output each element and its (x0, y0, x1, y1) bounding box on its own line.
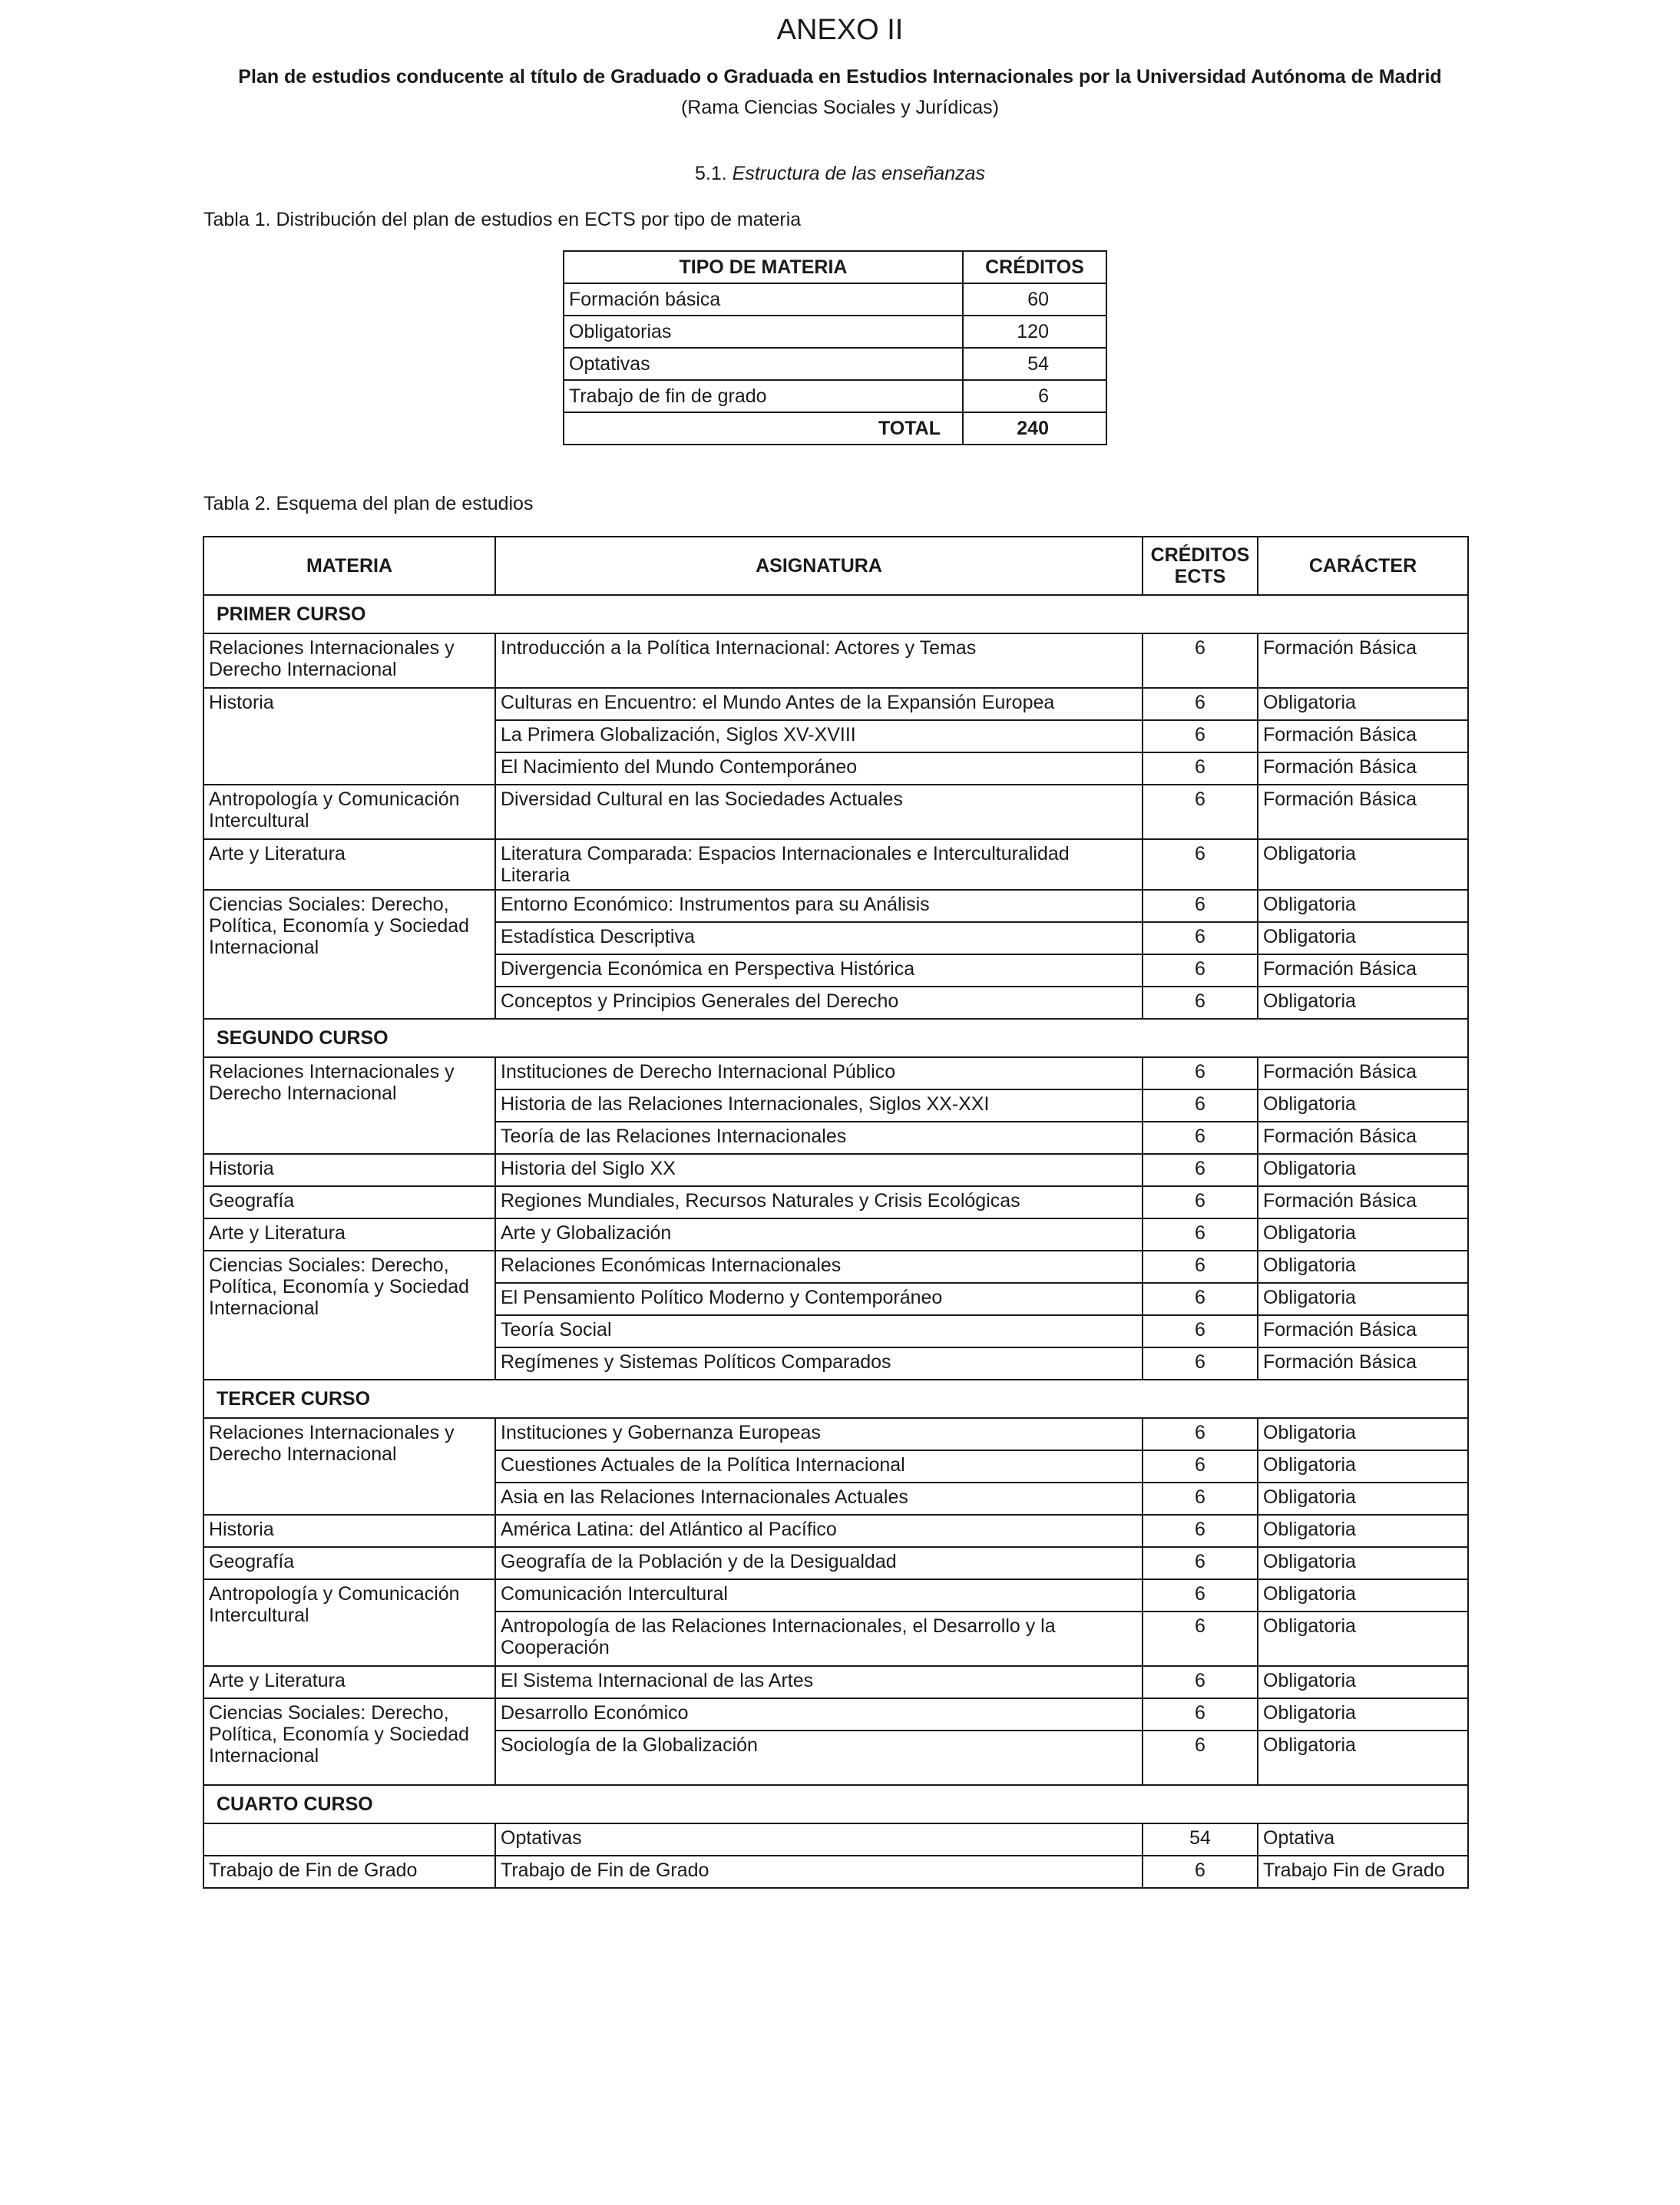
materia-cell: Historia (203, 1154, 495, 1186)
table-row (203, 785, 1468, 839)
creditos-cell: 6 (1143, 1186, 1258, 1218)
materia-cell: Ciencias Sociales: Derecho, Política, Economía y Sociedad Internacional (203, 890, 495, 1019)
asignatura-cell: Optativas (495, 1823, 1143, 1856)
caracter-cell: Obligatoria (1258, 1218, 1468, 1251)
creditos-cell: 6 (1143, 839, 1258, 890)
creditos-cell: 6 (1143, 1347, 1258, 1380)
creditos-cell: 6 (1143, 1057, 1258, 1089)
course-header-row (203, 595, 1468, 633)
document-title: ANEXO II (776, 14, 904, 46)
caracter-cell: Obligatoria (1258, 1579, 1468, 1612)
table-row (203, 1418, 1468, 1450)
asignatura-cell: América Latina: del Atlántico al Pacífico (495, 1515, 1143, 1547)
creditos-cell: 6 (1143, 954, 1258, 987)
section-number: 5.1. (694, 163, 727, 184)
table-row (203, 1823, 1468, 1856)
asignatura-cell: El Sistema Internacional de las Artes (495, 1666, 1143, 1698)
materia-cell: Historia (203, 688, 495, 785)
plan-heading: Plan de estudios conducente al título de Graduado o Graduada en Estudios Internacionales por la Universidad Autónoma de Madrid (238, 66, 1442, 88)
caracter-cell: Obligatoria (1258, 1547, 1468, 1579)
caracter-cell: Formación Básica (1258, 1122, 1468, 1154)
asignatura-cell: Entorno Económico: Instrumentos para su Análisis (495, 890, 1143, 922)
caracter-cell: Formación Básica (1258, 954, 1468, 987)
caracter-cell: Obligatoria (1258, 1450, 1468, 1483)
materia-cell: Arte y Literatura (203, 1218, 495, 1251)
header-asignatura: ASIGNATURA (495, 537, 1143, 595)
table-row (564, 316, 1106, 348)
creditos-cell: 6 (1143, 1450, 1258, 1483)
header-tipo-materia: TIPO DE MATERIA (564, 251, 963, 283)
credits-by-type-table (563, 250, 1107, 445)
table-header-row (564, 251, 1106, 283)
materia-cell: Antropología y Comunicación Intercultural (203, 785, 495, 839)
asignatura-cell: Regiones Mundiales, Recursos Naturales y Crisis Ecológicas (495, 1186, 1143, 1218)
materia-cell: Trabajo de Fin de Grado (203, 1856, 495, 1888)
course-header-row (203, 1019, 1468, 1057)
caracter-cell: Obligatoria (1258, 1154, 1468, 1186)
course-label: TERCER CURSO (203, 1380, 1468, 1418)
asignatura-cell: Arte y Globalización (495, 1218, 1143, 1251)
creditos-cell: 6 (1143, 1547, 1258, 1579)
creditos-cell: 6 (1143, 1666, 1258, 1698)
caracter-cell: Formación Básica (1258, 633, 1468, 688)
asignatura-cell: Comunicación Intercultural (495, 1579, 1143, 1612)
creditos-cell: 60 (963, 283, 1106, 316)
asignatura-cell: Divergencia Económica en Perspectiva Histórica (495, 954, 1143, 987)
caracter-cell: Optativa (1258, 1823, 1468, 1856)
materia-cell: Arte y Literatura (203, 1666, 495, 1698)
asignatura-cell: Cuestiones Actuales de la Política Internacional (495, 1450, 1143, 1483)
creditos-cell: 6 (1143, 1731, 1258, 1785)
course-label: CUARTO CURSO (203, 1785, 1468, 1823)
caracter-cell: Obligatoria (1258, 1418, 1468, 1450)
tabla2-caption: Tabla 2. Esquema del plan de estudios (203, 493, 534, 514)
caracter-cell: Formación Básica (1258, 1186, 1468, 1218)
asignatura-cell: Introducción a la Política Internacional: Actores y Temas (495, 633, 1143, 688)
table-row (203, 1856, 1468, 1888)
materia-cell: Relaciones Internacionales y Derecho Internacional (203, 1057, 495, 1154)
asignatura-cell: Estadística Descriptiva (495, 922, 1143, 954)
caracter-cell: Obligatoria (1258, 1612, 1468, 1666)
total-label: TOTAL (564, 412, 963, 445)
asignatura-cell: Desarrollo Económico (495, 1698, 1143, 1731)
caracter-cell: Obligatoria (1258, 1731, 1468, 1785)
materia-cell: Historia (203, 1515, 495, 1547)
caracter-cell: Obligatoria (1258, 839, 1468, 890)
creditos-cell: 6 (1143, 1122, 1258, 1154)
table-row (203, 890, 1468, 922)
caracter-cell: Formación Básica (1258, 1057, 1468, 1089)
caracter-cell: Trabajo Fin de Grado (1258, 1856, 1468, 1888)
caracter-cell: Obligatoria (1258, 1483, 1468, 1515)
tipo-cell: Trabajo de fin de grado (564, 380, 963, 412)
header-creditos-ects: CRÉDITOS ECTS (1143, 537, 1258, 595)
asignatura-cell: Antropología de las Relaciones Internacionales, el Desarrollo y la Cooperación (495, 1612, 1143, 1666)
table-header-row (203, 537, 1468, 595)
table-row (203, 1579, 1468, 1612)
caracter-cell: Obligatoria (1258, 1251, 1468, 1283)
table-row (564, 380, 1106, 412)
creditos-cell: 6 (1143, 922, 1258, 954)
materia-cell (203, 1823, 495, 1856)
header-materia: MATERIA (203, 537, 495, 595)
creditos-cell: 6 (1143, 1483, 1258, 1515)
caracter-cell: Formación Básica (1258, 752, 1468, 785)
table-row (203, 1251, 1468, 1283)
creditos-cell: 6 (1143, 752, 1258, 785)
tipo-cell: Formación básica (564, 283, 963, 316)
caracter-cell: Formación Básica (1258, 1315, 1468, 1347)
course-label: PRIMER CURSO (203, 595, 1468, 633)
table-row (203, 1218, 1468, 1251)
creditos-cell: 6 (1143, 987, 1258, 1019)
course-header-row (203, 1380, 1468, 1418)
rama-subtitle: (Rama Ciencias Sociales y Jurídicas) (680, 97, 1000, 118)
caracter-cell: Obligatoria (1258, 688, 1468, 720)
materia-cell: Relaciones Internacionales y Derecho Internacional (203, 1418, 495, 1515)
caracter-cell: Obligatoria (1258, 987, 1468, 1019)
asignatura-cell: Diversidad Cultural en las Sociedades Actuales (495, 785, 1143, 839)
materia-cell: Ciencias Sociales: Derecho, Política, Economía y Sociedad Internacional (203, 1251, 495, 1380)
creditos-cell: 6 (1143, 1089, 1258, 1122)
course-header-row (203, 1785, 1468, 1823)
creditos-cell: 6 (1143, 633, 1258, 688)
asignatura-cell: Asia en las Relaciones Internacionales Actuales (495, 1483, 1143, 1515)
materia-cell: Geografía (203, 1186, 495, 1218)
creditos-cell: 6 (1143, 720, 1258, 752)
table-row (203, 839, 1468, 890)
creditos-cell: 6 (1143, 1418, 1258, 1450)
creditos-cell: 6 (1143, 1856, 1258, 1888)
caracter-cell: Obligatoria (1258, 890, 1468, 922)
total-row (564, 412, 1106, 445)
asignatura-cell: Instituciones de Derecho Internacional Público (495, 1057, 1143, 1089)
creditos-cell: 6 (1143, 1154, 1258, 1186)
creditos-cell: 6 (963, 380, 1106, 412)
creditos-cell: 54 (1143, 1823, 1258, 1856)
creditos-cell: 6 (1143, 688, 1258, 720)
caracter-cell: Obligatoria (1258, 1283, 1468, 1315)
caracter-cell: Formación Básica (1258, 720, 1468, 752)
creditos-cell: 6 (1143, 1515, 1258, 1547)
materia-cell: Antropología y Comunicación Intercultural (203, 1579, 495, 1666)
materia-cell: Ciencias Sociales: Derecho, Política, Economía y Sociedad Internacional (203, 1698, 495, 1785)
caracter-cell: Formación Básica (1258, 785, 1468, 839)
table-row (203, 1666, 1468, 1698)
asignatura-cell: El Pensamiento Político Moderno y Contemporáneo (495, 1283, 1143, 1315)
table-row (203, 1515, 1468, 1547)
header-caracter: CARÁCTER (1258, 537, 1468, 595)
asignatura-cell: Culturas en Encuentro: el Mundo Antes de la Expansión Europea (495, 688, 1143, 720)
total-value: 240 (963, 412, 1106, 445)
caracter-cell: Formación Básica (1258, 1347, 1468, 1380)
table-row (564, 348, 1106, 380)
asignatura-cell: Historia del Siglo XX (495, 1154, 1143, 1186)
creditos-cell: 6 (1143, 785, 1258, 839)
materia-cell: Relaciones Internacionales y Derecho Internacional (203, 633, 495, 688)
asignatura-cell: Conceptos y Principios Generales del Derecho (495, 987, 1143, 1019)
section-title: Estructura de las enseñanzas (732, 163, 985, 184)
creditos-cell: 6 (1143, 1251, 1258, 1283)
creditos-cell: 120 (963, 316, 1106, 348)
study-plan-table (203, 536, 1469, 1889)
asignatura-cell: Literatura Comparada: Espacios Internacionales e Interculturalidad Literaria (495, 839, 1143, 890)
table-row (203, 1057, 1468, 1089)
asignatura-cell: Instituciones y Gobernanza Europeas (495, 1418, 1143, 1450)
tipo-cell: Obligatorias (564, 316, 963, 348)
creditos-cell: 6 (1143, 1218, 1258, 1251)
table-row (203, 1154, 1468, 1186)
asignatura-cell: Sociología de la Globalización (495, 1731, 1143, 1785)
creditos-cell: 6 (1143, 1579, 1258, 1612)
caracter-cell: Obligatoria (1258, 1666, 1468, 1698)
study-plan-body (203, 595, 1468, 1888)
table-row (203, 1547, 1468, 1579)
asignatura-cell: Regímenes y Sistemas Políticos Comparados (495, 1347, 1143, 1380)
creditos-cell: 6 (1143, 890, 1258, 922)
asignatura-cell: Trabajo de Fin de Grado (495, 1856, 1143, 1888)
table-row (203, 1186, 1468, 1218)
tipo-cell: Optativas (564, 348, 963, 380)
asignatura-cell: Relaciones Económicas Internacionales (495, 1251, 1143, 1283)
table-row (203, 633, 1468, 688)
creditos-cell: 6 (1143, 1612, 1258, 1666)
tabla1-caption: Tabla 1. Distribución del plan de estudios en ECTS por tipo de materia (203, 209, 802, 230)
table-row (203, 1698, 1468, 1731)
caracter-cell: Obligatoria (1258, 1698, 1468, 1731)
asignatura-cell: Geografía de la Población y de la Desigualdad (495, 1547, 1143, 1579)
caracter-cell: Obligatoria (1258, 922, 1468, 954)
table-row (564, 283, 1106, 316)
creditos-cell: 6 (1143, 1315, 1258, 1347)
asignatura-cell: Historia de las Relaciones Internacionales, Siglos XX-XXI (495, 1089, 1143, 1122)
creditos-cell: 6 (1143, 1283, 1258, 1315)
course-label: SEGUNDO CURSO (203, 1019, 1468, 1057)
materia-cell: Geografía (203, 1547, 495, 1579)
asignatura-cell: La Primera Globalización, Siglos XV-XVIII (495, 720, 1143, 752)
header-creditos: CRÉDITOS (963, 251, 1106, 283)
creditos-cell: 6 (1143, 1698, 1258, 1731)
asignatura-cell: El Nacimiento del Mundo Contemporáneo (495, 752, 1143, 785)
creditos-cell: 54 (963, 348, 1106, 380)
caracter-cell: Obligatoria (1258, 1515, 1468, 1547)
table-row (203, 688, 1468, 720)
asignatura-cell: Teoría de las Relaciones Internacionales (495, 1122, 1143, 1154)
section-heading (0, 158, 1680, 189)
materia-cell: Arte y Literatura (203, 839, 495, 890)
caracter-cell: Obligatoria (1258, 1089, 1468, 1122)
asignatura-cell: Teoría Social (495, 1315, 1143, 1347)
